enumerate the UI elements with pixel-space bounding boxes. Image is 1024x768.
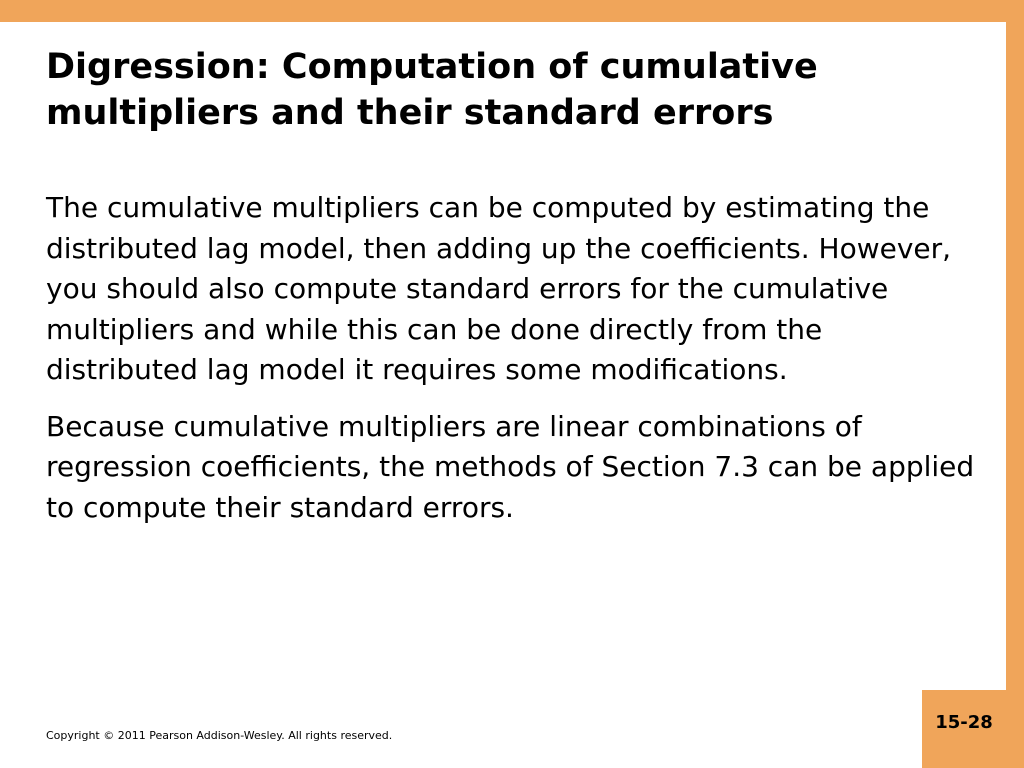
right-accent-bar [1006,0,1024,768]
page-number: 15-28 [935,712,993,733]
top-accent-bar [0,0,1024,22]
body-paragraph-2: Because cumulative multipliers are linear combinations of regression coefficients, the methods of Section 7.3 can be applied to compute their standard errors. [46,409,975,524]
copyright-notice: Copyright © 2011 Pearson Addison-Wesley. All rights reserved. [46,729,393,742]
slide-title: Digression: Computation of cumulative multipliers and their standard errors [46,47,818,133]
page-number-badge [922,690,1006,768]
body-paragraph-1: The cumulative multipliers can be computed by estimating the distributed lag model, then adding up the coefficients. However, you should also compute standard errors for the cumulative multipliers and while this can be done directly from the distributed lag model it requires some modifications. [46,191,952,386]
slide-body [46,188,981,544]
